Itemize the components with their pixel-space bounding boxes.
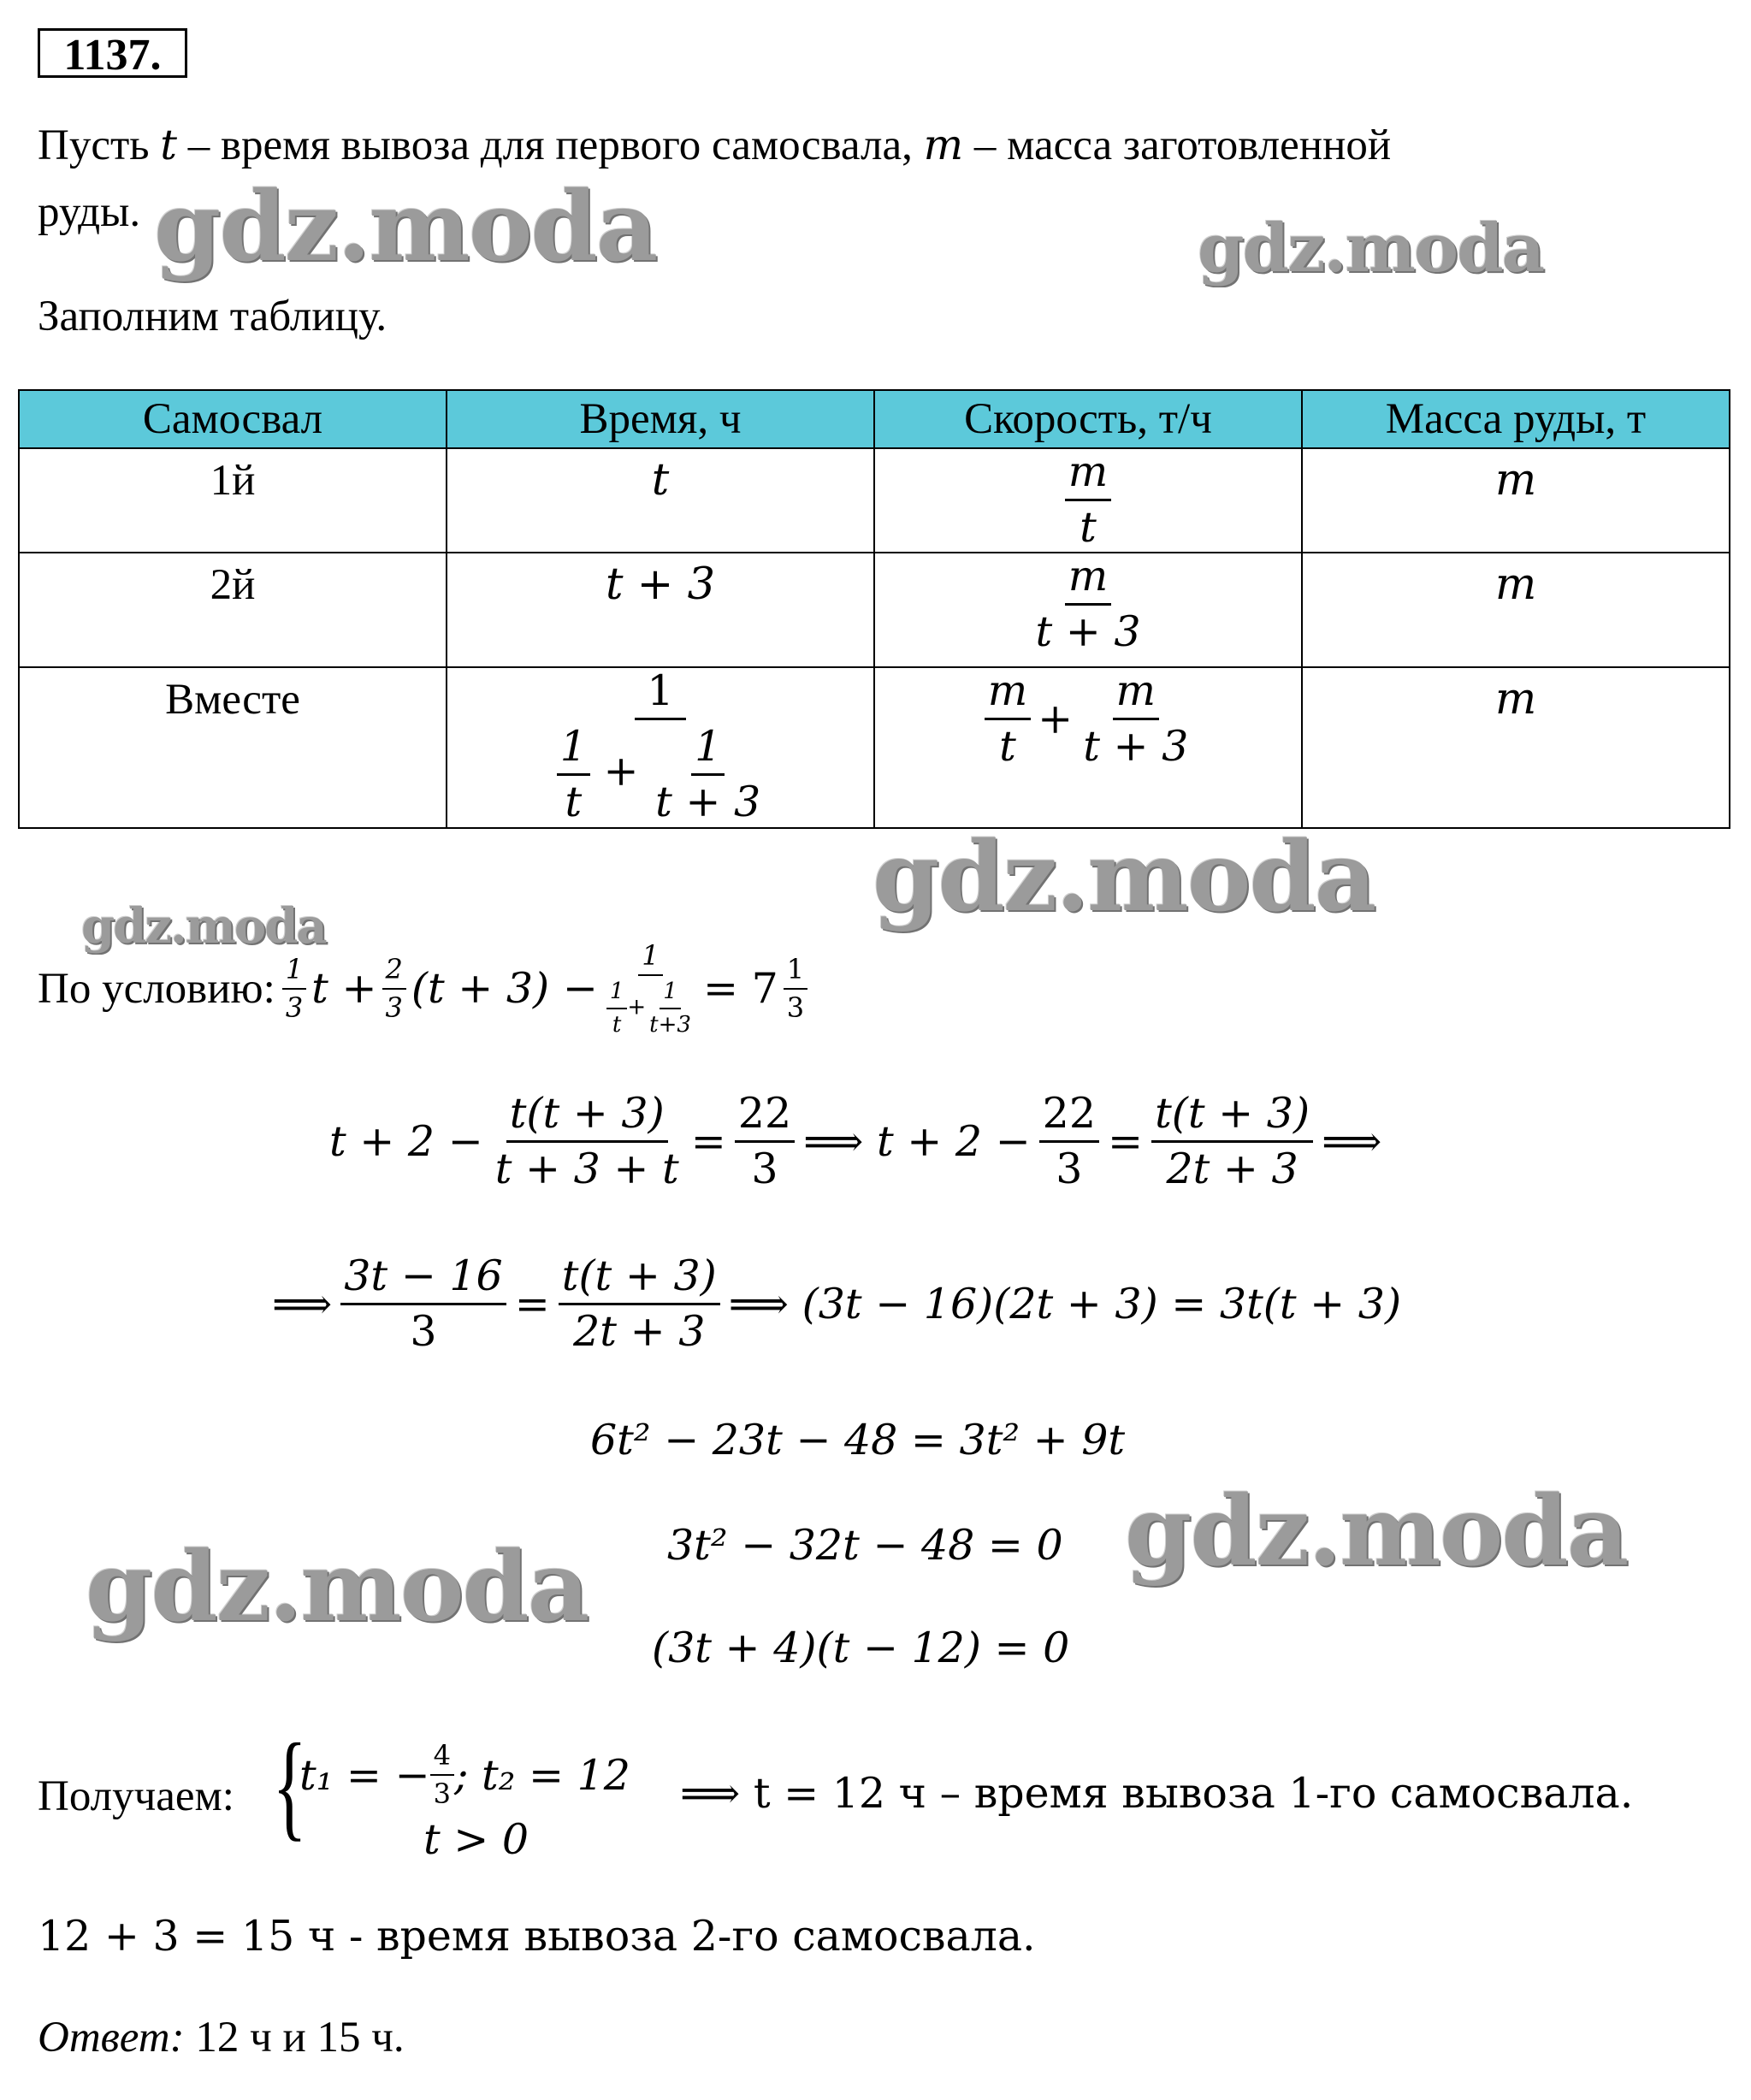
frac-den: 3 [433,1778,451,1811]
frac-num: 22 [735,1091,795,1143]
frac-num: 1 [557,724,590,776]
intro-part1: Пусть [38,121,161,169]
table-row [19,448,1730,553]
frac-den: 3 [751,1144,778,1193]
equation-5: (3t + 4)(t − 12) = 0 [652,1624,1070,1672]
fraction [1039,1091,1099,1192]
frac-den [553,720,767,825]
fraction [735,1091,795,1192]
term: t₁ = − [299,1750,430,1800]
term: ⟹ [272,1279,333,1328]
frac-den: t [1080,502,1097,552]
watermark-logo: gdz.moda [86,1531,589,1643]
table-cell [874,553,1302,667]
frac-num: t(t + 3) [506,1091,668,1143]
frac-den: 2t + 3 [573,1306,706,1356]
condition-line [38,941,807,1037]
table-cell [19,667,447,828]
frac-num: m [1065,553,1111,606]
frac-den: t + 3 [655,777,761,826]
table-header-cell: Скорость, т/ч [874,390,1302,448]
frac-num: t(t + 3) [559,1253,720,1305]
term: t + [311,963,377,1013]
data-table [18,389,1730,829]
frac-num: 1 [660,979,681,1009]
term: = 7 [702,963,778,1013]
term: ⟹ (3t − 16)(2t + 3) = 3t(t + 3) [728,1279,1402,1328]
table-header-row [19,390,1730,448]
plus-sign: + [627,994,647,1020]
condition-equation [282,941,807,1037]
frac-den: t + 3 [1035,606,1141,656]
plus-sign: + [1038,694,1074,743]
speed-fraction [1032,553,1144,655]
plus-sign: + [603,746,639,796]
frac-num: 3t − 16 [340,1253,506,1305]
speed-fraction [985,668,1031,770]
equation-2 [272,1253,1401,1355]
frac-den: 3 [285,991,304,1025]
table-cell [1302,553,1730,667]
term: t + 2 − [329,1116,483,1166]
table-cell [1302,448,1730,553]
var-t: t [160,121,177,169]
frac-num: 4 [430,1741,454,1776]
frac-num: 22 [1039,1091,1099,1143]
watermark-logo: gdz.moda [1198,210,1544,287]
table-cell [447,448,874,553]
frac-den: 3 [1056,1144,1083,1193]
intro-line-1 [38,120,1391,172]
equation-1 [329,1091,1381,1192]
watermark-logo: gdz.moda [1125,1476,1628,1588]
term: ; t₂ = 12 [453,1750,630,1800]
term: = [690,1116,726,1166]
answer-label: Ответ: [38,2014,185,2062]
fraction [382,955,406,1023]
frac-num: m [1113,668,1159,720]
equation-3: 6t² − 23t − 48 = 3t² + 9t [590,1416,1126,1464]
answer-line [38,2012,405,2064]
table-row [19,553,1730,667]
frac-num: 2 [382,955,406,990]
term: ⟹ t + 2 − [803,1116,1031,1166]
intro-part3: – масса заготовленной [963,121,1392,169]
mass-value: m [1494,455,1537,506]
row-label: 1й [210,457,256,505]
problem-number: 1137. [38,28,187,78]
system-brace: { [272,1719,307,1852]
frac-den: 3 [786,991,805,1025]
mass-value: m [1494,674,1537,725]
table-cell [19,448,447,553]
inner-fraction [652,721,764,826]
speed-sum [985,668,1192,770]
conclusion-2: 12 + 3 = 15 ч - время вывоза 2-го самосвала. [38,1912,1036,1961]
watermark-logo: gdz.moda [154,171,657,283]
table-cell [874,448,1302,553]
table-cell [447,667,874,828]
table-cell [1302,667,1730,828]
time-fraction [553,668,767,825]
frac-num: 1 [282,955,306,990]
equation-4: 3t² − 32t − 48 = 0 [667,1521,1063,1570]
mass-value: m [1494,559,1537,610]
frac-num: 1 [784,955,807,990]
result-label: Получаем: [38,1772,234,1820]
frac-den: t + 3 [1083,721,1189,771]
inner-fraction [557,721,590,826]
frac-num: 1 [635,668,685,720]
condition-label: По условию: [38,964,275,1013]
frac-den: t [999,721,1016,771]
table-header-cell: Масса руды, т [1302,390,1730,448]
fraction [492,1091,683,1192]
frac-den: 3 [410,1306,437,1356]
term: = [1108,1116,1144,1166]
row-label: 2й [210,561,256,609]
fraction [340,1253,506,1355]
frac-num: t(t + 3) [1151,1091,1313,1143]
table-header-cell: Время, ч [447,390,874,448]
frac-den: t + 3 + t [494,1144,679,1193]
watermark-logo: gdz.moda [81,898,326,955]
system-line-1 [299,1741,630,1809]
frac-den: t [565,777,583,826]
frac-num: 1 [691,724,725,776]
answer-text: 12 ч и 15 ч. [184,2014,405,2062]
fraction [559,1253,720,1355]
frac-den: 2t + 3 [1166,1144,1298,1193]
intro-part2: – время вывоза для первого самосвала, [176,121,924,169]
row-label: Вместе [165,676,300,724]
term: (t + 3) − [411,963,598,1013]
system-line-2: t > 0 [423,1815,529,1864]
frac-num: m [985,668,1031,720]
table-row [19,667,1730,828]
frac-num: 1 [638,941,662,976]
fraction [603,941,698,1037]
fill-table-text: Заполним таблицу. [38,293,387,340]
fraction [784,955,807,1023]
var-m: m [923,121,964,169]
fraction [1151,1091,1313,1192]
table-cell [447,553,874,667]
table-header-cell: Самосвал [19,390,447,448]
table-cell [19,553,447,667]
frac-num: 1 [606,979,628,1009]
fraction [282,955,306,1023]
intro-line-2: руды. [38,188,141,236]
frac-den: t [612,1011,622,1038]
time-value: t + 3 [605,559,716,610]
frac-num: m [1065,449,1111,501]
frac-den [603,976,698,1037]
term: ⟹ [1322,1116,1382,1166]
conclusion-1: ⟹ t = 12 ч – время вывоза 1-го самосвала. [680,1769,1634,1818]
time-value: t [651,455,670,506]
speed-fraction [1065,449,1111,551]
speed-fraction [1080,668,1192,770]
fraction [430,1741,454,1809]
frac-den: 3 [385,991,403,1025]
frac-den: t+3 [649,1011,691,1038]
term: = [514,1279,550,1328]
watermark-logo: gdz.moda [873,821,1375,933]
table-cell [874,667,1302,828]
